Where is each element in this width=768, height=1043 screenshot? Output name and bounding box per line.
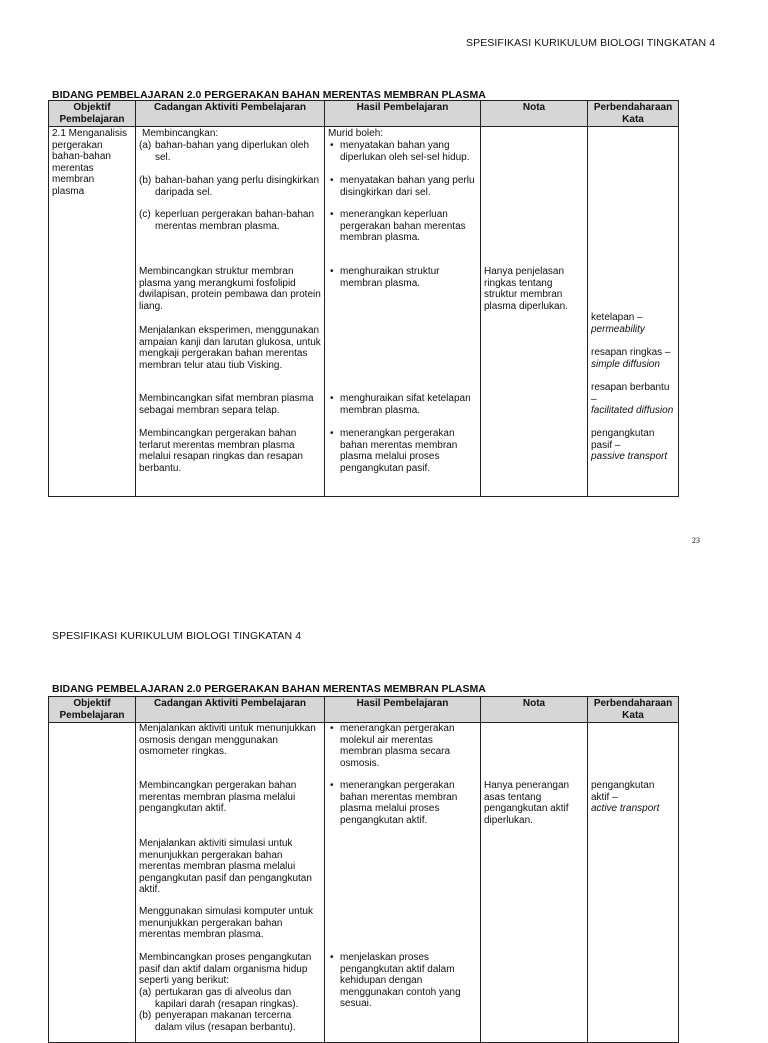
notes-cell — [481, 723, 588, 1043]
outcome-item — [328, 428, 477, 474]
col-header-notes: Nota — [481, 697, 588, 723]
outcome-item — [328, 175, 477, 198]
outcomes-cell — [325, 723, 481, 1043]
outcomes-cell — [325, 127, 481, 497]
outcome-text: • menerangkan pergerakan bahan merentas membran plasma melalui proses pengangkutan aktif. — [328, 780, 477, 826]
section-title: BIDANG PEMBELAJARAN 2.0 PERGERAKAN BAHAN MERENTAS MEMBRAN PLASMA — [52, 89, 486, 101]
page-number: 23 — [692, 536, 700, 545]
activity-item-label: (b) — [139, 1010, 152, 1021]
activity-item-label: (a) — [139, 140, 152, 151]
activity-item-text: bahan-bahan yang diperlukan oleh sel. — [155, 140, 310, 163]
outcome-text: • menerangkan pergerakan molekul air merentas membran plasma secara osmosis. — [328, 723, 477, 769]
activity-intro: Membincangkan: — [142, 128, 219, 139]
activity-text: Membincangkan sifat membran plasma sebagai membran separa telap. — [139, 393, 314, 416]
vocab-entry — [591, 312, 675, 335]
vocab-translation: active transport — [591, 803, 660, 814]
activity-text: Menjalankan eksperimen, menggunakan ampaian kanji dan larutan glukosa, untuk mengkaji pergerakan bahan merentas membran telur atau tiub Visking. — [139, 325, 321, 371]
activity-item-label: (b) — [139, 175, 152, 186]
col-header-notes: Nota — [481, 101, 588, 127]
outcome-item — [328, 393, 477, 416]
vocab-translation: permeability — [591, 323, 645, 335]
activity-item — [139, 209, 321, 232]
activity-text: Membincangkan proses pengangkutan pasif dan aktif dalam organisma hidup seperti yang berikut: — [139, 952, 312, 986]
vocab-entry — [591, 382, 675, 417]
vocab-entry — [591, 780, 675, 815]
note-text: Hanya penjelasan ringkas tentang struktur membran plasma diperlukan. — [484, 266, 568, 312]
outcome-text: • menerangkan keperluan pergerakan bahan merentas membran plasma. — [328, 209, 477, 244]
page-header: SPESIFIKASI KURIKULUM BIOLOGI TINGKATAN 4 — [466, 37, 716, 49]
activity-text: Menjalankan aktiviti simulasi untuk menunjukkan pergerakan bahan merentas membran plasma melalui pengangkutan pasif dan pengangkutan aktif. — [139, 838, 312, 895]
vocab-entry — [591, 428, 675, 463]
activity-item-text: keperluan pergerakan bahan-bahan merentas membran plasma. — [155, 209, 315, 232]
activity-item-text: pertukaran gas di alveolus dan kapilari darah (resapan ringkas). — [155, 987, 299, 1010]
activity-text: Menggunakan simulasi komputer untuk menunjukkan pergerakan bahan merentas membran plasma. — [139, 906, 313, 940]
objective-cell — [49, 723, 136, 1043]
activity-item — [139, 175, 321, 198]
outcome-item — [328, 140, 477, 163]
curriculum-table — [48, 100, 679, 497]
activity-item-text: bahan-bahan yang perlu disingkirkan daripada sel. — [155, 175, 320, 198]
outcome-text: • menerangkan pergerakan bahan merentas membran plasma melalui proses pengangkutan pasif. — [328, 428, 477, 474]
outcome-item — [328, 780, 477, 826]
outcome-text: • menjelaskan proses pengangkutan aktif dalam kehidupan dengan menggunakan contoh yang sesuai. — [328, 952, 477, 1010]
col-header-activities: Cadangan Aktiviti Pembelajaran — [136, 101, 325, 127]
vocab-term: pengangkutan pasif – — [591, 428, 655, 451]
col-header-activities: Cadangan Aktiviti Pembelajaran — [136, 697, 325, 723]
vocab-translation: passive transport — [591, 451, 668, 462]
col-header-outcomes: Hasil Pembelajaran — [325, 101, 481, 127]
col-header-objective: Objektif Pembelajaran — [49, 101, 136, 127]
col-header-vocabulary: Perbendaharaan Kata — [588, 101, 679, 127]
objective-text: 2.1 Menganalisis pergerakan bahan-bahan merentas membran plasma — [52, 128, 128, 197]
activity-item-text: penyerapan makanan tercerna dalam vilus (resapan berbantu). — [155, 1010, 296, 1033]
activity-text: Membincangkan pergerakan bahan merentas membran plasma melalui pengangkutan aktif. — [139, 780, 297, 814]
activity-item — [139, 987, 321, 1010]
note-text: Hanya penerangan asas tentang pengangkutan aktif diperlukan. — [484, 780, 570, 826]
vocab-translation: simple diffusion — [591, 358, 660, 370]
activity-item-label: (a) — [139, 987, 152, 998]
vocabulary-cell — [588, 127, 679, 497]
section-title: BIDANG PEMBELAJARAN 2.0 PERGERAKAN BAHAN MERENTAS MEMBRAN PLASMA — [52, 683, 486, 695]
outcome-text: • menghuraikan sifat ketelapan membran plasma. — [328, 393, 477, 416]
activities-cell — [136, 127, 325, 497]
col-header-objective: Objektif Pembelajaran — [49, 697, 136, 723]
page-header: SPESIFIKASI KURIKULUM BIOLOGI TINGKATAN 4 — [52, 630, 302, 642]
activity-text: Menjalankan aktiviti untuk menunjukkan osmosis dengan menggunakan osmometer ringkas. — [139, 723, 316, 757]
vocab-term: ketelapan – — [591, 312, 643, 323]
outcome-item — [328, 209, 477, 244]
outcome-text: • menyatakan bahan yang diperlukan oleh sel-sel hidup. — [328, 140, 477, 163]
activity-item — [139, 1010, 321, 1033]
outcomes-intro: Murid boleh: — [328, 128, 384, 139]
vocab-term: pengangkutan aktif – — [591, 780, 655, 803]
activity-text: Membincangkan pergerakan bahan terlarut merentas membran plasma melalui resapan ringkas dan resapan berbantu. — [139, 428, 303, 474]
curriculum-table — [48, 696, 679, 1043]
vocab-term: resapan berbantu – — [591, 382, 670, 405]
vocabulary-cell — [588, 723, 679, 1043]
outcome-text: • menyatakan bahan yang perlu disingkirkan dari sel. — [328, 175, 477, 198]
objective-cell — [49, 127, 136, 497]
outcome-item — [328, 952, 477, 1010]
col-header-outcomes: Hasil Pembelajaran — [325, 697, 481, 723]
activity-text: Membincangkan struktur membran plasma yang merangkumi fosfolipid dwilapisan, protein pembawa dan protein liang. — [139, 266, 321, 312]
activities-cell — [136, 723, 325, 1043]
col-header-vocabulary: Perbendaharaan Kata — [588, 697, 679, 723]
activity-item-label: (c) — [139, 209, 151, 220]
vocab-translation: facilitated diffusion — [591, 405, 674, 416]
vocab-entry — [591, 347, 675, 370]
outcome-item — [328, 266, 477, 289]
activity-item — [139, 140, 321, 163]
outcome-text: • menghuraikan struktur membran plasma. — [328, 266, 477, 289]
vocab-term: resapan ringkas – — [591, 347, 671, 358]
outcome-item — [328, 723, 477, 769]
notes-cell — [481, 127, 588, 497]
